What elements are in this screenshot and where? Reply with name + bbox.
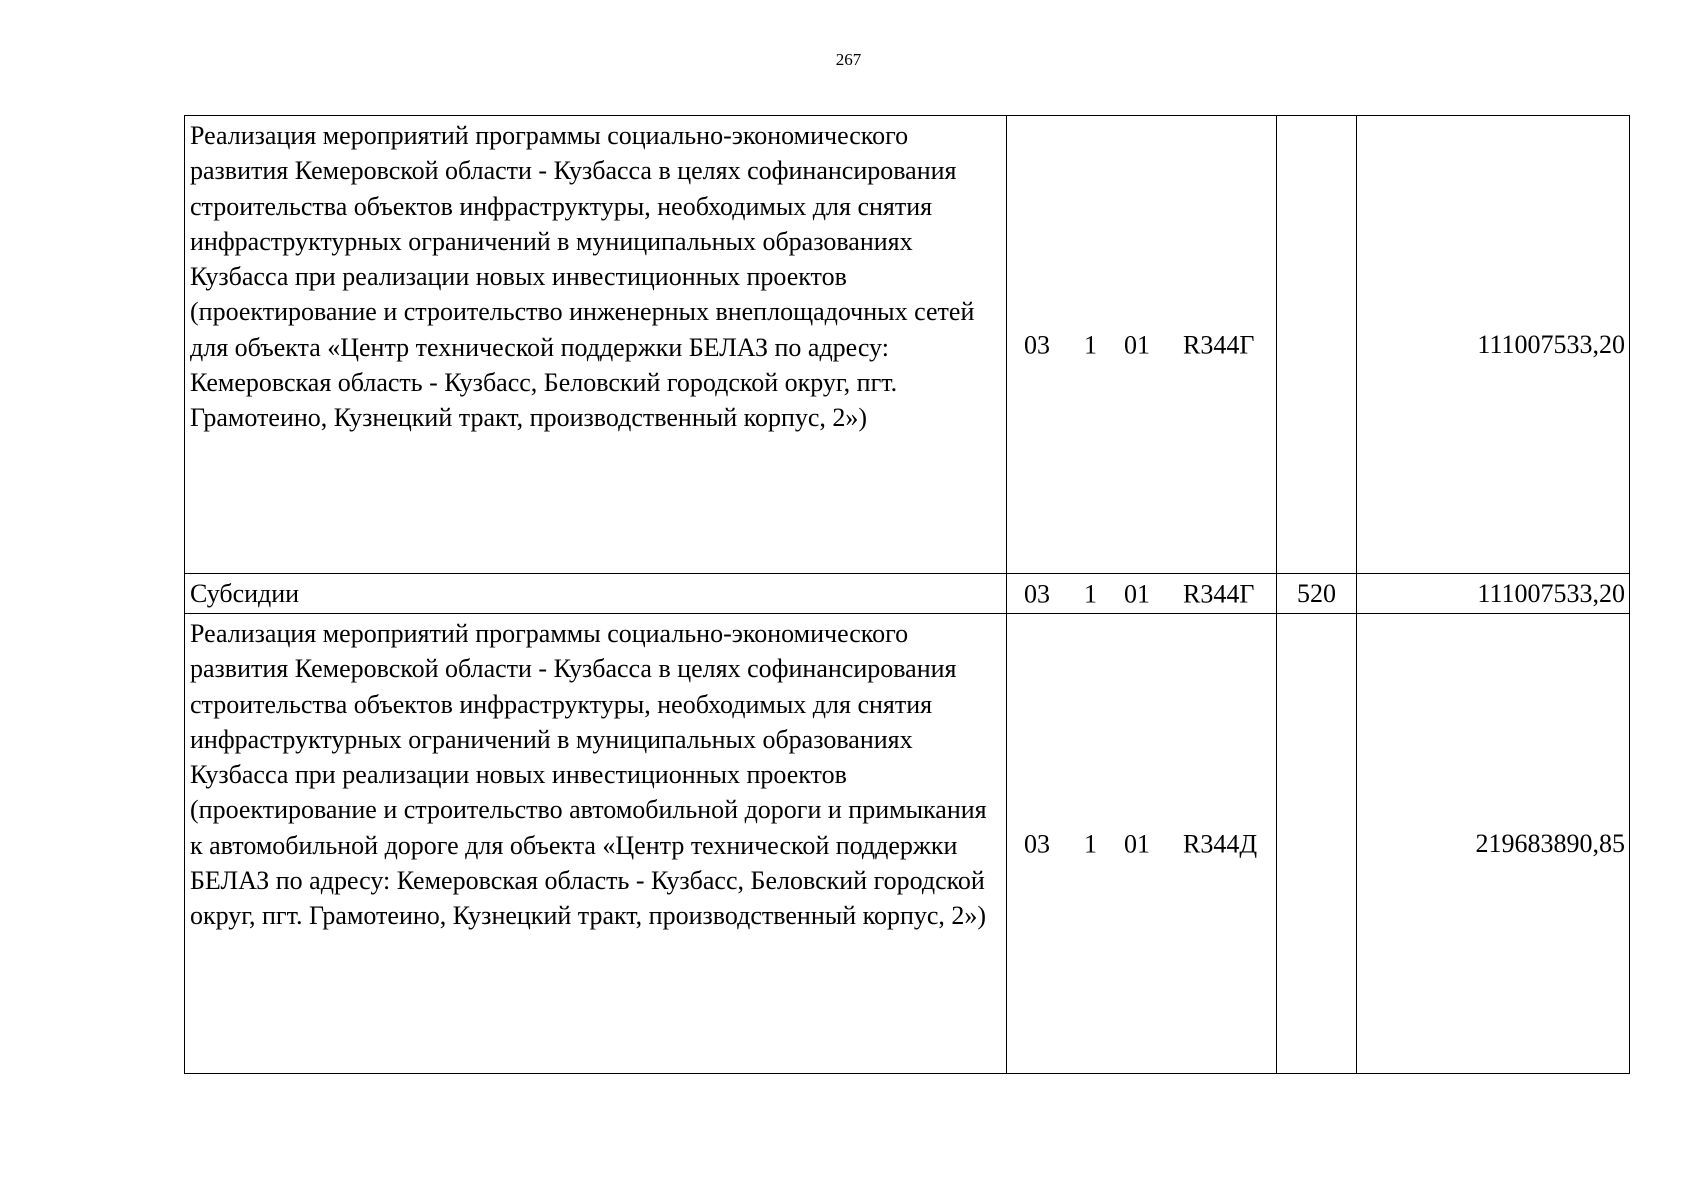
code-program: 03 — [1024, 578, 1050, 608]
row-expense-type — [1277, 614, 1357, 1074]
code-event: 01 — [1124, 329, 1150, 359]
table-row — [185, 116, 1630, 574]
row-amount: 111007533,20 — [1357, 116, 1630, 574]
row-description: Реализация мероприятий программы социально-экономического развития Кемеровской области - Кузбасса в целях софинансирования строительства объектов инфраструктуры, необходимых для снятия инфраструктурных ограничений в муниципальных образованиях Кузбасса при реализации новых инвестиционных проектов (проектирование и строительство инженерных внеплощадочных сетей для объекта «Центр технической поддержки БЕЛАЗ по адресу: Кемеровская область - Кузбасс, Беловский городской округ, пгт. Грамотеино, Кузнецкий тракт, производственный корпус, 2») — [185, 116, 1007, 574]
code-subprogram: 1 — [1084, 329, 1097, 359]
code-direction: R344Д — [1183, 828, 1258, 858]
table-row — [185, 574, 1630, 614]
row-target-code — [1007, 574, 1277, 614]
row-description: Реализация мероприятий программы социально-экономического развития Кемеровской области - Кузбасса в целях софинансирования строительства объектов инфраструктуры, необходимых для снятия инфраструктурных ограничений в муниципальных образованиях Кузбасса при реализации новых инвестиционных проектов (проектирование и строительство автомобильной дороги и примыкания к автомобильной дороге для объекта «Центр технической поддержки БЕЛАЗ по адресу: Кемеровская область - Кузбасс, Беловский городской округ, пгт. Грамотеино, Кузнецкий тракт, производственный корпус, 2») — [185, 614, 1007, 1074]
budget-table — [184, 115, 1630, 1074]
row-description: Субсидии — [185, 574, 1007, 614]
row-expense-type: 520 — [1277, 574, 1357, 614]
code-subprogram: 1 — [1084, 578, 1097, 608]
code-subprogram: 1 — [1084, 828, 1097, 858]
code-direction: R344Г — [1183, 329, 1255, 359]
row-target-code — [1007, 614, 1277, 1074]
row-target-code — [1007, 116, 1277, 574]
table-row — [185, 614, 1630, 1074]
code-event: 01 — [1124, 828, 1150, 858]
code-program: 03 — [1024, 828, 1050, 858]
code-event: 01 — [1124, 578, 1150, 608]
code-program: 03 — [1024, 329, 1050, 359]
row-expense-type — [1277, 116, 1357, 574]
row-amount: 219683890,85 — [1357, 614, 1630, 1074]
code-direction: R344Г — [1183, 578, 1255, 608]
row-amount: 111007533,20 — [1357, 574, 1630, 614]
page-number: 267 — [835, 50, 862, 69]
